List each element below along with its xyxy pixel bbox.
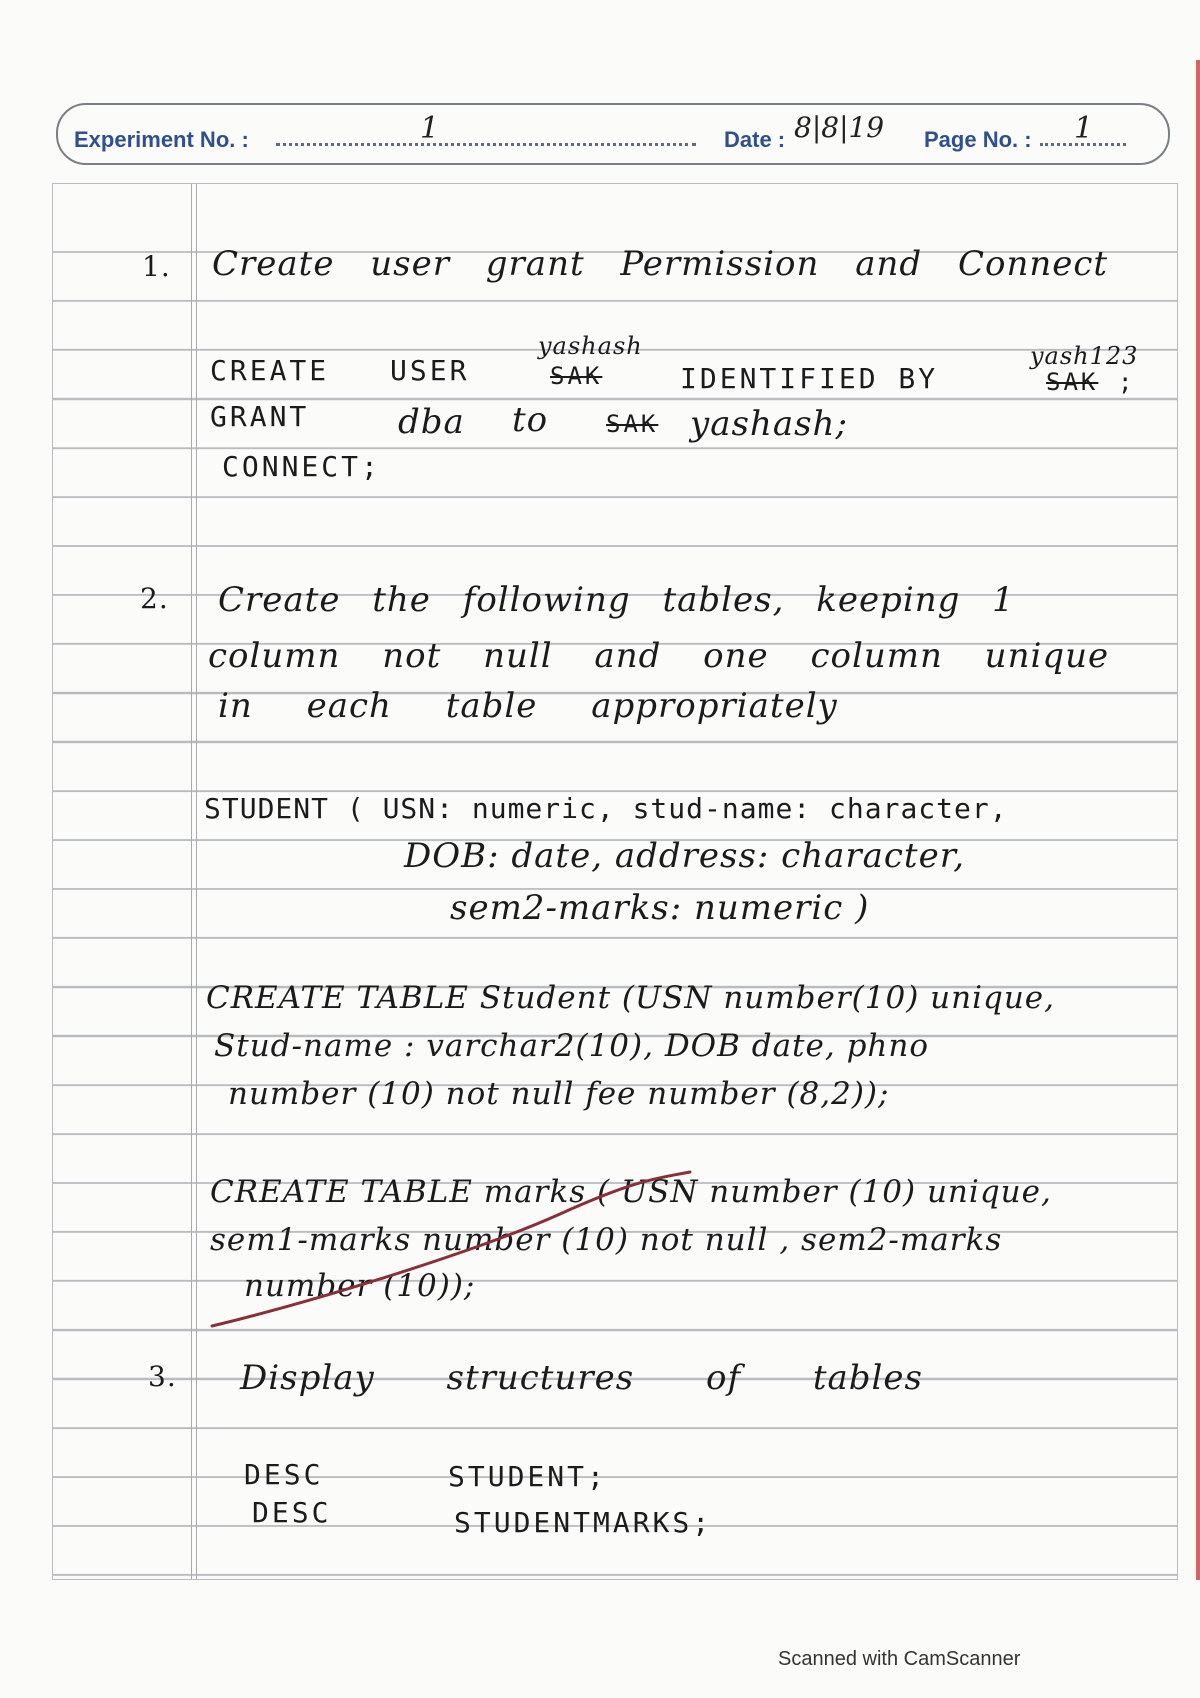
q2-create-marks-line3: number (10));: [244, 1268, 476, 1304]
q3-desc2-keyword: DESC: [252, 1496, 332, 1529]
experiment-value: 1: [420, 111, 440, 146]
page-label: Page No. :: [924, 127, 1032, 152]
experiment-label: Experiment No. :: [74, 127, 249, 152]
q2-line3: in each table appropriately: [218, 686, 838, 726]
margin-line: [191, 184, 197, 1579]
q3-title: Display structures of tables: [240, 1358, 924, 1398]
q1-semicolon: ;: [1118, 368, 1136, 396]
q2-create-marks-line1: CREATE TABLE marks ( USN number (10) unique,: [210, 1174, 1052, 1210]
q2-line1: Create the following tables, keeping 1: [218, 580, 1015, 620]
q1-to: to: [512, 400, 549, 440]
q1-dba: dba: [398, 402, 465, 442]
q2-number: 2.: [140, 582, 169, 615]
q3-number: 3.: [148, 1360, 177, 1393]
date-label: Date :: [724, 127, 786, 152]
date-value: 8|8|19: [794, 111, 885, 144]
q3-desc2-table: STUDENTMARKS;: [454, 1506, 713, 1539]
q2-create-student-line3: number (10) not null fee number (8,2));: [228, 1076, 890, 1112]
experiment-header: [56, 103, 1170, 165]
q1-struck-password: SAK: [1046, 368, 1099, 396]
q3-desc1-table: STUDENT;: [448, 1460, 607, 1493]
q2-schema-line3: sem2-marks: numeric ): [450, 888, 870, 928]
q1-title: Create user grant Permission and Connect: [212, 244, 1109, 284]
q2-schema-line1: STUDENT ( USN: numeric, stud-name: character,: [204, 792, 1008, 825]
q2-line2: column not null and one column unique: [208, 636, 1110, 676]
camscanner-watermark: Scanned with CamScanner: [778, 1648, 1021, 1670]
q1-struck-username: SAK: [550, 362, 603, 390]
q1-number: 1.: [142, 250, 171, 283]
experiment-dots: [276, 143, 696, 146]
q1-grantee: yashash;: [690, 404, 848, 444]
q1-connect: CONNECT;: [222, 450, 381, 483]
q1-struck-grantee: SAK: [606, 410, 659, 438]
page-value: 1: [1074, 111, 1094, 146]
q2-schema-line2: DOB: date, address: character,: [404, 836, 966, 876]
q1-grant-keyword: GRANT: [210, 400, 310, 433]
q2-create-student-line2: Stud-name : varchar2(10), DOB date, phno: [214, 1028, 930, 1064]
q1-create-keyword: CREATE: [210, 354, 330, 387]
q2-create-student-line1: CREATE TABLE Student (USN number(10) unique,: [206, 980, 1056, 1016]
page-red-edge: [1196, 60, 1200, 1580]
q1-identified-by: IDENTIFIED BY: [680, 362, 939, 395]
q2-create-marks-line2: sem1-marks number (10) not null , sem2-marks: [210, 1222, 1003, 1258]
q1-password-correction: yash123: [1030, 342, 1139, 370]
q1-username-correction: yashash: [538, 332, 643, 360]
q3-desc1-keyword: DESC: [244, 1458, 324, 1491]
q1-user-keyword: USER: [390, 354, 470, 387]
